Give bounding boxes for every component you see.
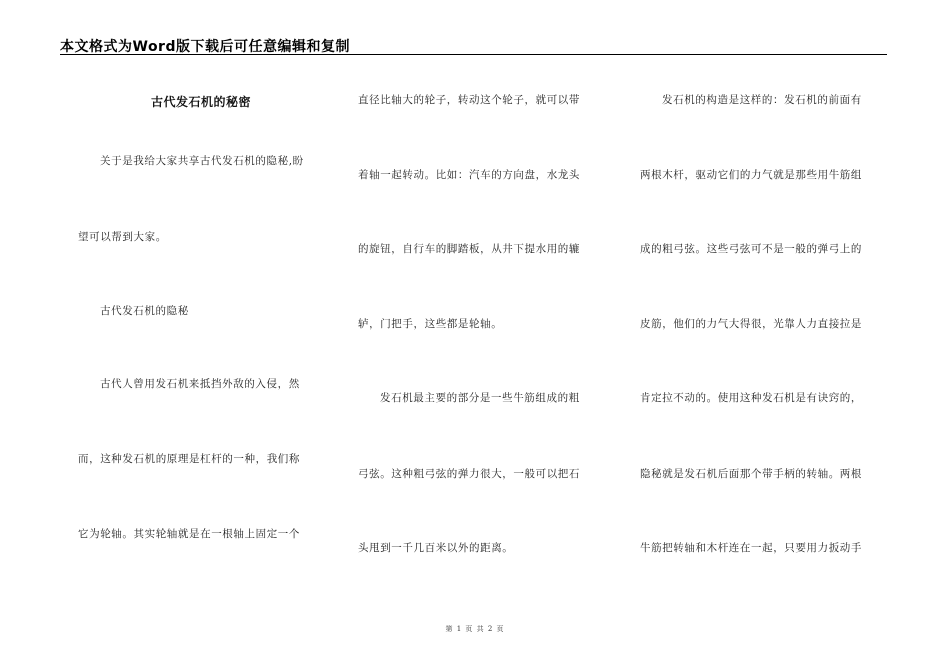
paragraph-line: 隐秘就是发石机后面那个带手柄的转轴。两根	[640, 468, 862, 480]
page-number: 第 1 页 共 2 页	[445, 625, 505, 633]
paragraph-line: 肯定拉不动的。使用这种发石机是有诀窍的，	[640, 392, 862, 404]
paragraph-line: 而，这种发石机的原理是杠杆的一种，我们称	[78, 453, 300, 465]
paragraph-line: 弓弦。这种粗弓弦的弹力很大，一般可以把石	[358, 468, 580, 480]
paragraph-line: 着轴一起转动。比如：汽车的方向盘，水龙头	[358, 169, 580, 181]
paragraph-line: 皮筋，他们的力气大得很，光靠人力直接拉是	[640, 318, 862, 330]
paragraph-line: 直径比轴大的轮子，转动这个轮子，就可以带	[358, 94, 580, 106]
paragraph-line: 头甩到一千几百米以外的距离。	[358, 542, 514, 554]
paragraph-line: 古代人曾用发石机来抵挡外敌的入侵，然	[100, 378, 300, 390]
paragraph-line: 牛筋把转轴和木杆连在一起，只要用力扳动手	[640, 542, 862, 554]
article-title: 古代发石机的秘密	[150, 95, 251, 109]
paragraph-line: 成的粗弓弦。这些弓弦可不是一般的弹弓上的	[640, 243, 862, 255]
header-rule	[60, 54, 887, 55]
paragraph-line: 发石机最主要的部分是一些牛筋组成的粗	[380, 392, 580, 404]
section-heading: 古代发石机的隐秘	[100, 305, 189, 317]
paragraph-line: 发石机的构造是这样的：发石机的前面有	[662, 94, 862, 106]
paragraph-line: 它为轮轴。其实轮轴就是在一根轴上固定一个	[78, 528, 300, 540]
paragraph-line: 两根木杆，驱动它们的力气就是那些用牛筋组	[640, 169, 862, 181]
document-header-title: 本文格式为Word版下载后可任意编辑和复制	[60, 39, 350, 55]
paragraph-line: 望可以帮到大家。	[78, 231, 167, 243]
paragraph-line: 关于是我给大家共享古代发石机的隐秘,盼	[100, 155, 304, 167]
paragraph-line: 的旋钮，自行车的脚踏板，从井下提水用的辘	[358, 243, 580, 255]
paragraph-line: 轳，门把手，这些都是轮轴。	[358, 318, 503, 330]
